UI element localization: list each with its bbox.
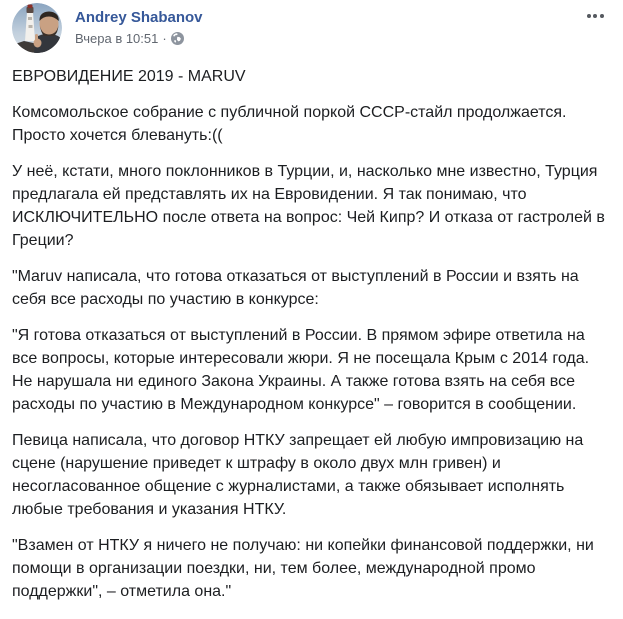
post-paragraph-title: ЕВРОВИДЕНИЕ 2019 - MARUV (12, 68, 246, 85)
post-paragraph: "Взамен от НТКУ я ничего не получаю: ни копейки финансовой поддержки, ни помощи в организации поездки, ни, тем более, международной промо поддержки", – отметила она." (12, 537, 594, 600)
meta-separator: · (162, 31, 167, 46)
ellipsis-icon (593, 14, 597, 18)
post-paragraph: У неё, кстати, много поклонников в Турции, и, насколько мне известно, Турция предлагала ей представлять их на Евровидении. Я так понимаю, что ИСКЛЮЧИТЕЛЬНО после ответа на вопрос: Чей Кипр? И отказа от гастролей в Греции? (12, 163, 605, 249)
avatar[interactable] (12, 3, 62, 53)
author-name-link[interactable]: Andrey Shabanov (75, 9, 203, 26)
post-paragraph: "Maruv написала, что готова отказаться от выступлений в России и взять на себя все расходы по участию в конкурсе: (12, 268, 579, 308)
post-options-button[interactable] (581, 6, 609, 26)
post-header (0, 0, 623, 53)
globe-public-icon (171, 32, 184, 45)
post-paragraph: "Я готова отказаться от выступлений в России. В прямом эфире ответила на все вопросы, которые интересовали жюри. Я не посещала Крым с 2014 года. Не нарушала ни единого Закона Украины. А также готова взять на себя все расходы по участию в Международном конкурсе" – говорится в сообщении. (12, 327, 590, 413)
timestamp-link[interactable]: Вчера в 10:51 (75, 31, 159, 46)
post-paragraph: Комсомольское собрание с публичной поркой СССР-стайл продолжается. Просто хочется блевануть:(( (12, 104, 567, 144)
avatar-image (12, 3, 62, 53)
post-meta (75, 30, 203, 47)
post-text (0, 53, 623, 603)
ellipsis-icon (600, 14, 604, 18)
post-header-info (75, 3, 203, 47)
post-paragraph: Певица написала, что договор НТКУ запрещает ей любую импровизацию на сцене (нарушение приведет к штрафу в около двух млн гривен) и несогласованное общение с журналистами, а также обязывает исполнять любые требования и указания НТКУ. (12, 432, 584, 518)
ellipsis-icon (587, 14, 591, 18)
